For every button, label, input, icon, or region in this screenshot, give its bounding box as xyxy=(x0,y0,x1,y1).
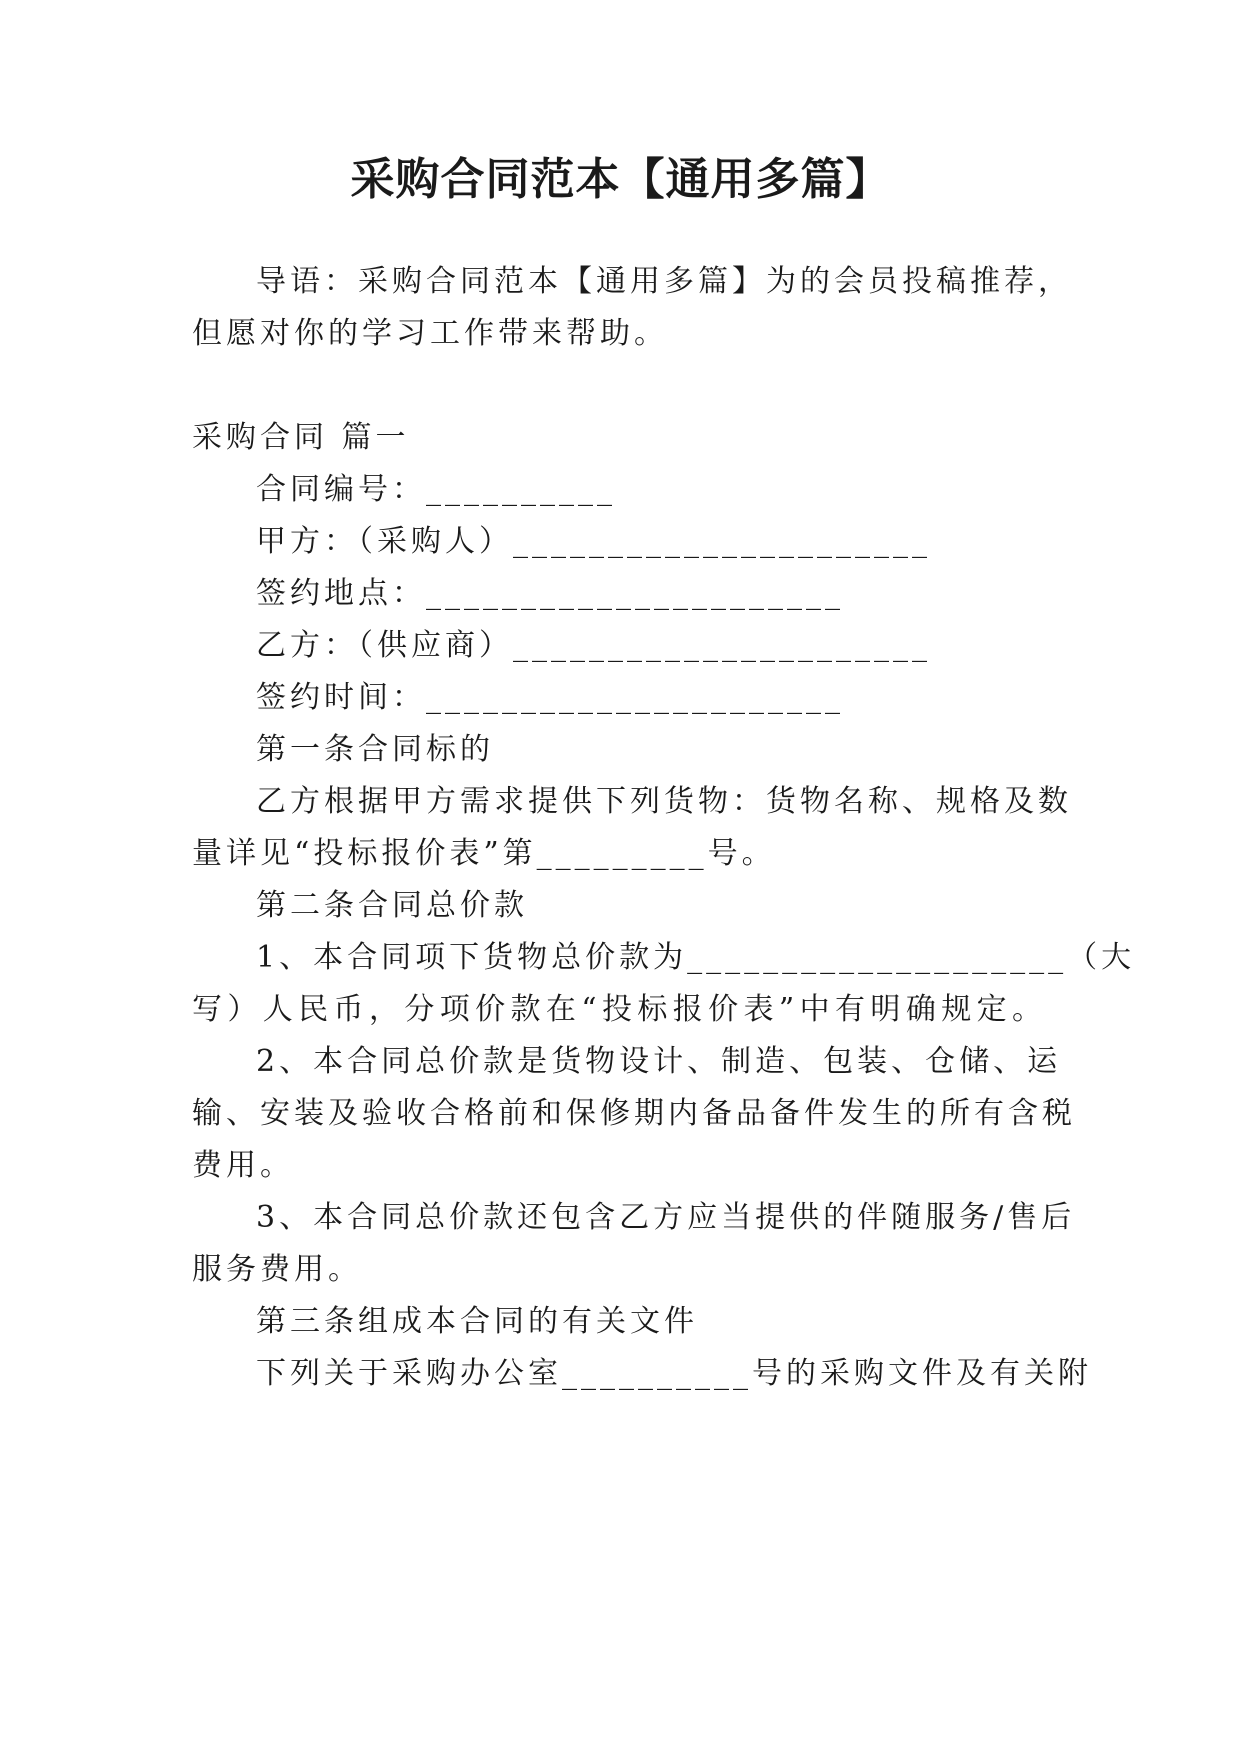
article-2-item-3-line-2: 服务费用。 xyxy=(192,1252,362,1287)
document-title: 采购合同范本【通用多篇】 xyxy=(350,154,891,205)
field-signing-time: 签约时间：______________________ xyxy=(256,680,844,715)
field-signing-place: 签约地点：______________________ xyxy=(256,576,844,611)
field-party-b: 乙方：（供应商）______________________ xyxy=(256,628,931,663)
article-2-item-1-line-1: 1、本合同项下货物总价款为____________________（大 xyxy=(256,940,1136,975)
article-1-line-1: 乙方根据甲方需求提供下列货物：货物名称、规格及数 xyxy=(256,784,1072,819)
section-heading: 采购合同 篇一 xyxy=(192,420,410,455)
article-2-item-2-line-1: 2、本合同总价款是货物设计、制造、包装、仓储、运 xyxy=(256,1044,1062,1079)
intro-line-1: 导语：采购合同范本【通用多篇】为的会员投稿推荐， xyxy=(256,264,1072,299)
article-3-heading: 第三条组成本合同的有关文件 xyxy=(256,1304,698,1339)
field-contract-number: 合同编号：__________ xyxy=(256,472,616,507)
intro-line-2: 但愿对你的学习工作带来帮助。 xyxy=(192,316,668,351)
article-1-line-2: 量详见“投标报价表”第_________号。 xyxy=(192,836,776,871)
article-2-item-2-line-2: 输、安装及验收合格前和保修期内备品备件发生的所有含税 xyxy=(192,1096,1076,1131)
article-2-item-1-line-2: 写）人民币，分项价款在“投标报价表”中有明确规定。 xyxy=(192,992,1046,1027)
article-2-item-3-line-1: 3、本合同总价款还包含乙方应当提供的伴随服务/售后 xyxy=(256,1200,1076,1235)
article-3-line-1: 下列关于采购办公室__________号的采购文件及有关附 xyxy=(256,1356,1092,1391)
article-2-item-2-line-3: 费用。 xyxy=(192,1148,294,1183)
article-2-heading: 第二条合同总价款 xyxy=(256,888,528,923)
field-party-a: 甲方：（采购人）______________________ xyxy=(256,524,931,559)
article-1-heading: 第一条合同标的 xyxy=(256,732,494,767)
